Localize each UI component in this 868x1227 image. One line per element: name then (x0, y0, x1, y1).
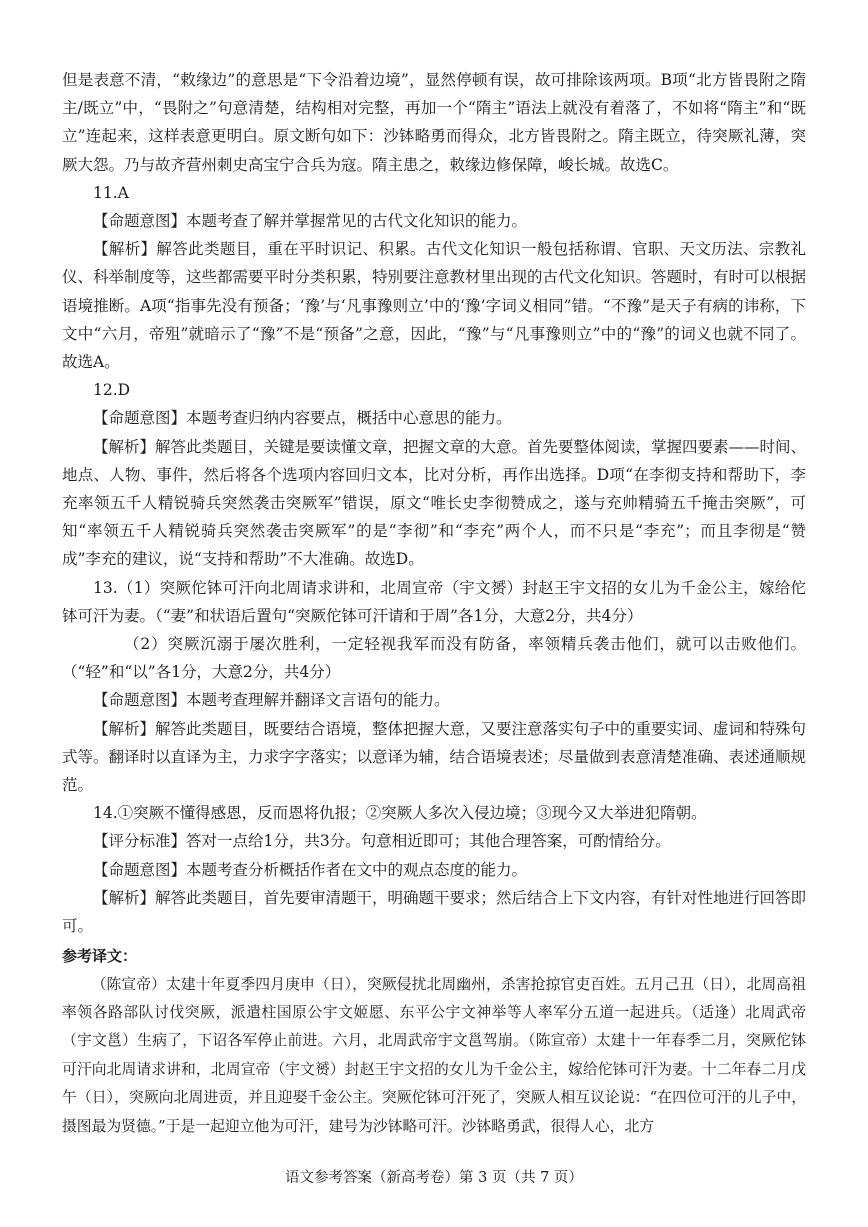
answer-11-analysis: 【解析】解答此类题目，重在平时识记、积累。古代文化知识一般包括称谓、官职、天文历法、宗教礼仪、科举制度等，这些都需要平时分类积累，特别要注意教材里出现的古代文化知识。答题时，有时可以根据语境推断。A项“指事先没有预备；‘豫’与‘凡事豫则立’中的‘豫’字词义相同”错。“不豫”是天子有病的讳称，下文中“六月，帝殂”就暗示了“豫”不是“预备”之意，因此，“豫”与“凡事豫则立”中的“豫”的词义也就不同了。故选A。 (62, 240, 807, 372)
translation-text: （陈宣帝）太建十年夏季四月庚申（日），突厥侵扰北周幽州，杀害抢掠官吏百姓。五月己丑（日），北周高祖率领各路部队讨伐突厥，派遣柱国原公宇文姬愿、东平公宇文神举等人率军分五道一起进兵。（适逢）北周武帝（宇文邕）生病了，下诏各军停止前进。六月，北周武帝宇文邕驾崩。（陈宣帝）太建十一年春季二月，突厥佗钵可汗向北周请求讲和，北周宣帝（宇文赟）封赵王宇文招的女儿为千金公主，嫁给佗钵可汗为妻。十二年春二月戊午（日），突厥向北周进贡，并且迎娶千金公主。突厥佗钵可汗死了，突厥人相互议论说：“在四位可汗的儿子中，摄图最为贤德。”于是一起迎立他为可汗，建号为沙钵略可汗。沙钵略勇武，很得人心，北方 (62, 975, 806, 1135)
answer-13-analysis: 【解析】解答此类题目，既要结合语境，整体把握大意，又要注意落实句子中的重要实词、虚词和特殊句式等。翻译时以直译为主，力求字字落实；以意译为辅，结合语境表述；尽量做到表意清楚准确、表述通顺规范。 (62, 719, 807, 795)
translation-section (62, 971, 806, 1141)
answer-14-scoring: 【评分标准】答对一点给1分，共3分。句意相近即可；其他合理答案，可酌情给分。 (93, 832, 671, 851)
answer-14-analysis: 【解析】解答此类题目，首先要审清题干，明确题干要求；然后结合上下文内容，有针对性地进行回答即可。 (62, 888, 807, 936)
answer-12-label: 12.D (93, 381, 131, 400)
page-footer: 语文参考答案（新高考卷）第 3 页（共 7 页） (285, 1170, 583, 1186)
answer-12-intent: 【命题意图】本题考查归纳内容要点，概括中心意思的能力。 (93, 409, 512, 428)
translation-heading: 参考译文： (62, 947, 138, 966)
answer-14-label: 14.①突厥不懂得感恩，反而恩将仇报；②突厥人多次入侵边境；③现今又大举进犯隋朝。 (93, 804, 707, 823)
answer-12-analysis: 【解析】解答此类题目，关键是要读懂文章，把握文章的大意。首先要整体阅读，掌握四要素——时间、地点、人物、事件，然后将各个选项内容回归文本，比对分析，再作出选择。D项“在李彻支持和帮助下，李充率领五千人精锐骑兵突然袭击突厥军”错误，原文“唯长史李彻赞成之，遂与充帅精骑五千掩击突厥”，可知“率领五千人精锐骑兵突然袭击突厥军”的是“李彻”和“李充”两个人，而不只是“李充”；而且李彻是“赞成”李充的建议，说“支持和帮助”不大准确。故选D。 (62, 437, 807, 569)
answer-11-label: 11.A (93, 183, 129, 202)
answer-14-intent: 【命题意图】本题考查分析概括作者在文中的观点态度的能力。 (93, 860, 528, 879)
answer-11-intent: 【命题意图】本题考查了解并掌握常见的古代文化知识的能力。 (93, 212, 528, 231)
answer-10-continuation: 但是表意不清，“敕缘边”的意思是“下令沿着边境”，显然停顿有误，故可排除该两项。B项“北方皆畏附之隋主/既立”中，“畏附之”句意清楚，结构相对完整，再加一个“隋主”语法上就没有着落了，不如将“隋主”和“既立”连起来，这样表意更明白。原文断句如下：沙钵略勇而得众，北方皆畏附之。隋主既立，待突厥礼薄，突厥大怨。乃与故齐营州刺史高宝宁合兵为寇。隋主患之，敕缘边修保障，峻长城。故选C。 (62, 71, 806, 174)
answer-page-body (62, 66, 806, 1141)
answer-13-part1: 13.（1）突厥佗钵可汗向北周请求讲和，北周宣帝（宇文赟）封赵王宇文招的女儿为千金公主，嫁给佗钵可汗为妻。（“妻”和状语后置句“突厥佗钵可汗请和于周”各1分，大意2分，共4分） (62, 578, 806, 625)
answer-13-part2: （2）突厥沉溺于屡次胜利，一定轻视我军而没有防备，率领精兵袭击他们，就可以击败他们。（“轻”和“以”各1分，大意2分，共4分） (62, 635, 806, 682)
answer-13-intent: 【命题意图】本题考查理解并翻译文言语句的能力。 (93, 691, 450, 710)
